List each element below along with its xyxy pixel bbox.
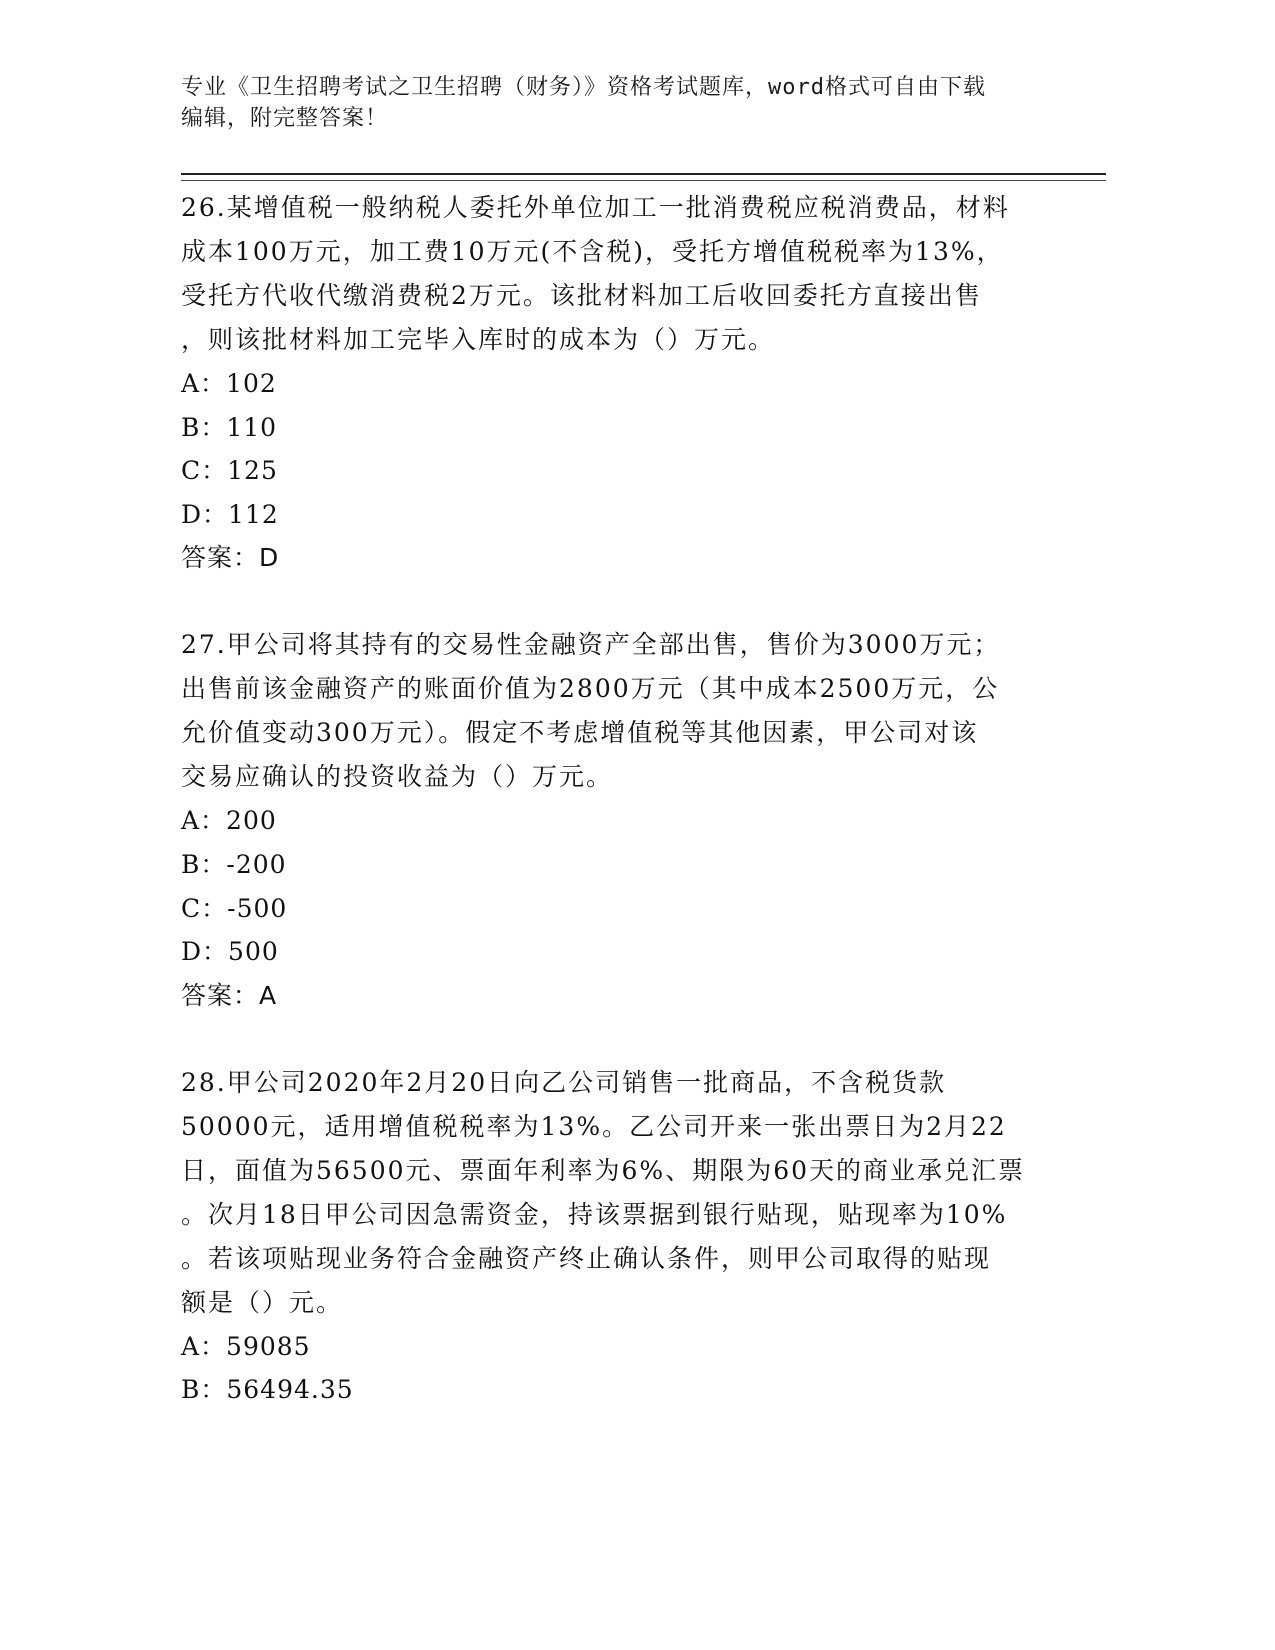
option-c: C：125	[181, 456, 278, 486]
question-27	[181, 623, 1081, 1017]
question-text-line: 27.甲公司将其持有的交易性金融资产全部出售，售价为3000万元；	[181, 630, 1001, 660]
option-a: A：59085	[181, 1331, 311, 1361]
option-a: A：200	[181, 806, 277, 836]
question-list	[181, 186, 1081, 1412]
question-text-line: 日，面值为56500元、票面年利率为6%、期限为60天的商业承兑汇票	[181, 1155, 1026, 1185]
question-text-line: 出售前该金融资产的账面价值为2800万元（其中成本2500万元，公	[181, 674, 1000, 704]
question-text-line: 额是（）元。	[181, 1287, 344, 1317]
header-line: 专业《卫生招聘考试之卫生招聘（财务）》资格考试题库，word格式可自由下载	[181, 75, 986, 100]
question-spacer	[181, 580, 1081, 623]
option-b: B：56494.35	[181, 1375, 354, 1405]
question-text-line: 受托方代收代缴消费税2万元。该批材料加工后收回委托方直接出售	[181, 281, 982, 310]
question-spacer	[181, 1018, 1081, 1061]
question-text-line: ，则该批材料加工完毕入库时的成本为（）万元。	[181, 325, 776, 354]
question-text-line: 28.甲公司2020年2月20日向乙公司销售一批商品，不含税货款	[181, 1067, 947, 1097]
header-divider-thin	[181, 180, 1106, 181]
question-text-line: 允价值变动300万元）。假定不考虑增值税等其他因素，甲公司对该	[181, 718, 979, 748]
option-a: A：102	[181, 369, 277, 398]
answer-label: 答案：A	[181, 980, 278, 1010]
option-d: D：500	[181, 937, 279, 967]
question-text-line: 交易应确认的投资收益为（）万元。	[181, 762, 614, 792]
question-text-line: 成本100万元，加工费10万元(不含税)，受托方增值税税率为13%，	[181, 237, 1004, 266]
option-b: B：110	[181, 412, 278, 442]
option-c: C：-500	[181, 893, 288, 923]
question-28	[181, 1061, 1081, 1412]
header-line: 编辑，附完整答案！	[181, 106, 389, 131]
option-d: D：112	[181, 499, 279, 529]
question-text-line: 。次月18日甲公司因急需资金，持该票据到银行贴现，贴现率为10%	[181, 1199, 1008, 1229]
question-text-line: 26.某增值税一般纳税人委托外单位加工一批消费税应税消费品，材料	[181, 193, 1010, 222]
answer-label: 答案：D	[181, 543, 280, 573]
question-text-line: 。若该项贴现业务符合金融资产终止确认条件，则甲公司取得的贴现	[181, 1243, 992, 1273]
document-header	[181, 72, 1061, 134]
option-b: B：-200	[181, 849, 287, 879]
header-divider-thick	[181, 173, 1106, 175]
question-26	[181, 186, 1081, 580]
question-text-line: 50000元，适用增值税税率为13%。乙公司开来一张出票日为2月22	[181, 1111, 1007, 1141]
